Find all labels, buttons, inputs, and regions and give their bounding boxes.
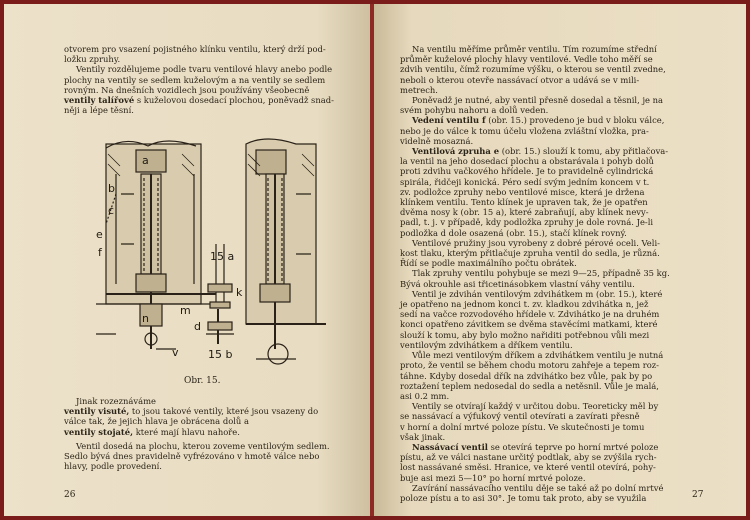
line: asi 0.2 mm. (400, 390, 450, 401)
line: ventily talířové s kuželovou dosedací plochou, poněvadž snad- (64, 95, 334, 106)
fig-label-v: v (172, 346, 179, 359)
fig-label-15a: 15 a (210, 250, 235, 263)
line: rovným. Na dnešních vozidlech jsou používány všeobecně (64, 84, 310, 95)
line: Řídí se podle maximálního počtu obrátek. (400, 258, 577, 269)
line: otvorem pro vsazení pojistného klínku ventilu, který drží pod- (64, 44, 326, 54)
line: Na ventilu měříme průměr ventilu. Tím rozumíme střední (412, 44, 657, 54)
bold-term: Nassávací ventil (412, 441, 488, 452)
line: ventily visuté, to jsou takové ventily, které jsou vsazeny do (64, 406, 319, 417)
line: Ventilová zpruha e (obr. 15.) slouží k tomu, aby přitlačova- (412, 146, 669, 157)
line: lost nassávané směsi. Hranice, ve které ventil otevírá, pohy- (400, 462, 656, 473)
line: hlavy, podle provedení. (64, 461, 162, 472)
line: táhne. Kdyby dosedal dřík na zdvihátko bez vůle, pak by po (400, 370, 653, 381)
line: neboli o kterou otevře nassávací otvor a udává se v mili- (400, 74, 640, 85)
bold-term: Ventilová zpruha e (412, 146, 500, 157)
line: pístu, až ve válci nastane určitý podtlak, aby se zvýšila rych- (400, 452, 657, 463)
line: proto, že ventil se během chodu motoru zahřeje a tepem roz- (400, 360, 659, 371)
line: Poněvadž je nutné, aby ventil přesně dosedal a těsnil, je na (412, 95, 664, 106)
line: proti zdvihu vačkového hřídele. Je to pravidelně cylindrická (400, 166, 654, 177)
line: Ventil dosedá na plochu, kterou zoveme ventilovým sedlem. (76, 440, 330, 451)
line: Nassávací ventil se otevírá teprve po horní mrtvé poloze (412, 441, 659, 452)
line: nebo je do válce k tomu účelu vložena zvláštní vložka, pra- (400, 125, 649, 136)
line: la ventil na jeho dosedací plochu a obstarávala i pohyb dolů (400, 156, 654, 167)
line: poloze pístu a to asi 30°. Je tomu tak proto, aby se využila (400, 492, 647, 503)
bold-term: ventily stojaté, (64, 426, 134, 437)
fig-label-a: a (142, 154, 149, 167)
right-text (400, 44, 700, 503)
line: Bývá okrouhle asi třicetinásobkem vlastní váhy ventilu. (400, 278, 635, 289)
right-page (374, 4, 746, 516)
fig-label-k: k (236, 286, 243, 299)
left-top-text (64, 44, 356, 115)
line: Ventil je zdvihán ventilovým zdvihátkem m (obr. 15.), které (412, 288, 663, 299)
line: Vůle mezi ventilovým dříkem a zdvihátkem ventilu je nutná (412, 350, 664, 361)
line: podložka d dole osazená (obr. 15.), stačí klínek rovný. (400, 227, 627, 238)
bold-term: ventily visuté, (64, 406, 130, 417)
fig-label-e: e (96, 228, 103, 241)
book-spread (4, 4, 746, 516)
line: však jinak. (400, 431, 446, 442)
line: ventilovým zdvihátkem a dříkem ventilu. (400, 339, 573, 350)
fig-label-m: m (180, 304, 191, 317)
line: dvěma nosy k (obr. 15 a), které zabraňují, aby klínek nevy- (400, 207, 649, 218)
line: plochy na ventily se sedlem kuželovým a na ventily se sedlem (64, 74, 326, 85)
page-number: 27 (692, 490, 704, 500)
line: klínkem ventilu. Tento klínek je upraven tak, že je opatřen (400, 197, 648, 208)
line: svém pohybu nahoru a dolů veden. (400, 105, 549, 116)
line: Tlak zpruhy ventilu pohybuje se mezi 9—25, případně 35 kg. (412, 268, 670, 279)
line: v horní a dolní mrtvé poloze pístu. Ve skutečnosti je tomu (400, 421, 645, 432)
line: Sedlo bývá dnes pravidelně vyfrézováno v hmotě válce nebo (64, 451, 320, 462)
line: Ventily se otvírají každý v určitou dobu. Teoreticky měl by (412, 401, 659, 412)
left-page (4, 4, 372, 516)
line: konci opatřeno závitkem se dvěma stavěcími matkami, které (400, 319, 658, 330)
line: roztažení teplem nedosedal do sedla a netěsnil. Vůle je malá, (400, 380, 659, 391)
line: Zavírání nassávacího ventilu děje se také až po dolní mrtvé (412, 482, 664, 493)
line: je opatřeno na jednom konci t. zv. kladkou zdvihátka n, jež (400, 299, 649, 310)
fig-label-c: c (108, 204, 115, 217)
line: Ventily rozdělujeme podle tvaru ventilové hlavy anebo podle (76, 64, 333, 75)
line: Jinak rozeznáváme (76, 396, 156, 406)
line: videlně mosazná. (400, 135, 474, 146)
line: ventily stojaté, které mají hlavu nahoře. (64, 426, 240, 437)
bold-term: ventily talířové (64, 95, 135, 106)
line: padl, t. j. v případě, kdy podložka zpruhy je dole rovná. Je-li (400, 217, 654, 228)
line: spirála, řidčeji konická. Péro sedí svým jedním koncem v t. (400, 176, 650, 187)
line: válce tak, že jejich hlava je obrácena dolů a (64, 416, 249, 427)
fig-label-f: f (98, 246, 102, 259)
fig-label-n: n (142, 312, 149, 325)
line: metrech. (400, 84, 438, 95)
line: buje asi mezi 5—10° po horní mrtvé poloze. (400, 472, 586, 483)
fig-label-b: b (108, 182, 115, 195)
line: Vedení ventilu f (obr. 15.) provedeno je bud v bloku válce, (412, 115, 665, 126)
line: slouží k tomu, aby bylo možno nařiditi potřebnou vůli mezi (400, 329, 650, 340)
figure-15-valve-diagram (96, 134, 336, 374)
page-number: 26 (64, 490, 76, 500)
line: Ventilové pružiny jsou vyrobeny z dobré pérové oceli. Veli- (412, 237, 660, 248)
line: průměr kuželové plochy hlavy ventilové. Vedle toho měří se (400, 54, 653, 65)
left-bottom-text (64, 396, 356, 471)
line: něji a lépe těsní. (64, 105, 134, 116)
figure-caption: Obr. 15. (184, 376, 221, 386)
bold-term: Vedení ventilu f (412, 115, 486, 126)
line: ložku zpruhy. (64, 54, 121, 65)
line: kost tlaku, kterým přitlačuje zpruha ventil do sedla, je různá. (400, 248, 660, 259)
fig-label-15b: 15 b (208, 348, 233, 361)
line: sedí na vačce rozvodového hřídele v. Zdvihátko je na druhém (400, 309, 660, 320)
fig-label-d: d (194, 320, 201, 333)
line: se nassávací a výfukový ventil otevírati a zavírati přesně (400, 411, 640, 422)
line: zv. podložce zpruhy nebo ventilové misce, která je držena (400, 186, 645, 197)
line: zdvih ventilu, čímž rozumíme výšku, o kterou se ventil zvedne, (400, 64, 666, 75)
